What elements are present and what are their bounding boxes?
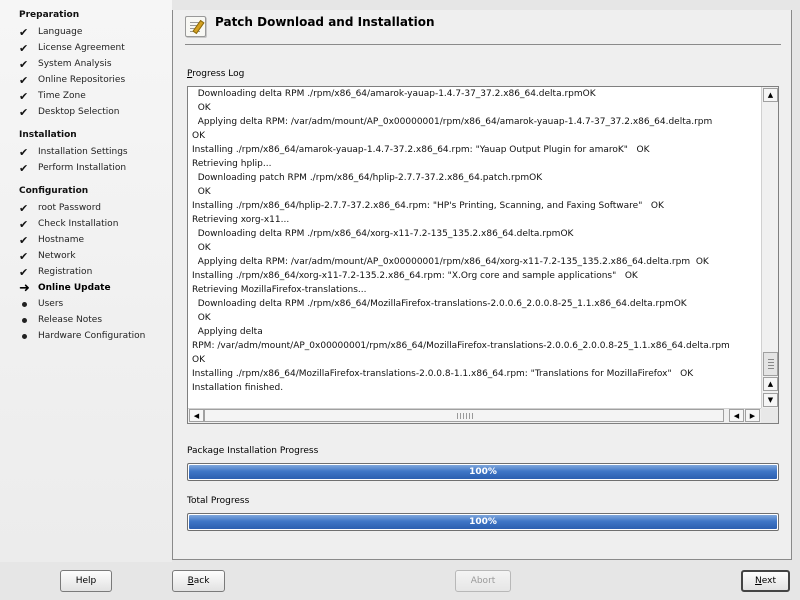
sidebar-section-title: Preparation (19, 10, 80, 20)
sidebar-step-system-analysis (19, 57, 112, 71)
horizontal-scroll-thumb[interactable] (204, 409, 724, 422)
checkmark-icon: ✔ (19, 89, 29, 103)
checkmark-icon: ✔ (19, 105, 29, 119)
sidebar-step-installation-settings (19, 145, 128, 159)
next-button[interactable]: N ext (741, 570, 790, 592)
checkmark-icon: ✔ (19, 161, 29, 175)
help-button[interactable]: Help (60, 570, 112, 592)
sidebar-step-label: Registration (38, 267, 93, 277)
current-step-arrow-icon: ➜ (19, 280, 30, 296)
sidebar-step-language (19, 25, 82, 39)
sidebar-step-label: Desktop Selection (38, 107, 120, 117)
sidebar-step-label: Online Update (38, 283, 111, 293)
scroll-left-arrow-icon[interactable]: ◀ (189, 409, 204, 422)
sidebar-step-users (19, 297, 63, 311)
sidebar-step-hardware-configuration (19, 329, 145, 343)
progress-log-textarea[interactable] (187, 86, 779, 424)
sidebar-step-label: Time Zone (38, 91, 86, 101)
title-divider (185, 44, 781, 45)
checkmark-icon: ✔ (19, 145, 29, 159)
wizard-steps-sidebar (0, 0, 172, 562)
sidebar-step-label: Hostname (38, 235, 85, 245)
progress-log-label: Progress Log (187, 69, 245, 79)
sidebar-section-title: Installation (19, 130, 77, 140)
sidebar-step-label: root Password (38, 203, 101, 213)
scroll-up-arrow-icon[interactable]: ▲ (763, 377, 778, 391)
checkmark-icon: ✔ (19, 25, 29, 39)
vertical-scroll-thumb[interactable] (763, 352, 778, 376)
back-button[interactable]: B ack (172, 570, 225, 592)
sidebar-step-label: Users (38, 299, 64, 309)
vertical-scrollbar[interactable] (761, 87, 778, 409)
sidebar-step-label: Network (38, 251, 76, 261)
sidebar-step-license-agreement (19, 41, 125, 55)
sidebar-step-label: System Analysis (38, 59, 112, 69)
scroll-down-arrow-icon[interactable]: ▼ (763, 393, 778, 407)
total-progress-text: 100% (469, 517, 497, 527)
total-progress-bar (187, 513, 779, 531)
checkmark-icon: ✔ (19, 233, 29, 247)
package-progress-text: 100% (469, 467, 497, 477)
bullet-icon (19, 318, 38, 323)
bullet-icon (19, 334, 38, 339)
sidebar-step-time-zone (19, 89, 86, 103)
sidebar-step-perform-installation (19, 161, 126, 175)
page-title: Patch Download and Installation (215, 15, 435, 29)
checkmark-icon: ✔ (19, 57, 29, 71)
sidebar-step-registration (19, 265, 92, 279)
sidebar-step-root-password (19, 201, 101, 215)
checkmark-icon: ✔ (19, 265, 29, 279)
sidebar-step-hostname (19, 233, 84, 247)
sidebar-step-label: Installation Settings (38, 147, 128, 157)
sidebar-step-check-installation (19, 217, 118, 231)
horizontal-scrollbar[interactable] (188, 408, 762, 423)
bullet-icon (19, 302, 38, 307)
checkmark-icon: ✔ (19, 217, 29, 231)
scroll-up-arrow-icon[interactable]: ▲ (763, 88, 778, 102)
checkmark-icon: ✔ (19, 201, 29, 215)
sidebar-step-label: Perform Installation (38, 163, 127, 173)
main-panel (172, 10, 792, 560)
sidebar-step-release-notes (19, 313, 102, 327)
total-progress-label: Total Progress (187, 496, 250, 506)
sidebar-step-label: Online Repositories (38, 75, 126, 85)
sidebar-section-title: Configuration (19, 186, 89, 196)
scroll-right-arrow-icon[interactable]: ▶ (745, 409, 760, 422)
checkmark-icon: ✔ (19, 41, 29, 55)
sidebar-step-label: License Agreement (38, 43, 125, 53)
sidebar-step-online-update (19, 281, 111, 295)
sidebar-step-label: Hardware Configuration (38, 331, 146, 341)
progress-log-text: Downloading delta RPM ./rpm/x86_64/amarok-yauap-1.4.7-37_37.2.x86_64.delta.rpmOK OK Applying delta RPM: /var/adm/mount/AP_0x00000001/rpm/x86_64/amarok-yauap-1.4.7-37_37.2.x86_64.delta.rpm OK Installing ./rpm/x86_64/amarok-yauap-1.4.7-37.2.x86_64.rpm: "Yauap Output Plugin for amaroK" OK Retrieving hplip... Downloading patch RPM ./rpm/x86_64/hplip-2.7.7-37.2.x86_64.patch.rpmOK OK Installing ./rpm/x86_64/hplip-2.7.7-37.2.x86_64.rpm: "HP's Printing, Scanning, and Faxing Software" OK Retrieving xorg-x11... Downloading delta RPM ./rpm/x86_64/xorg-x11-7.2-135_135.2.x86_64.delta.rpmOK OK Applying delta RPM: /var/adm/mount/AP_0x00000001/rpm/x86_64/xorg-x11-7.2-135_135.2.x86_64.delta.rpm OK Installing ./rpm/x86_64/xorg-x11-7.2-135.2.x86_64.rpm: "X.Org core and sample applications" OK Retrieving MozillaFirefox-translations... Downloading delta RPM ./rpm/x86_64/MozillaFirefox-translations-2.0.0.6_2.0.0.8-25_1.1.x86_64.delta.rpmOK OK Applying delta RPM: /var/adm/mount/AP_0x00000001/rpm/x86_64/MozillaFirefox-translations-2.0.0.6_2.0.0.8-25_1.1.x86_64.delta.rpm OK Installing ./rpm/x86_64/MozillaFirefox-translations-2.0.0.8-1.1.x86_64.rpm: "Translations for MozillaFirefox" OK Installation finished. (192, 89, 730, 393)
abort-button[interactable]: Abort (455, 570, 511, 592)
checkmark-icon: ✔ (19, 73, 29, 87)
package-installation-progress-bar (187, 463, 779, 481)
scroll-left-arrow-icon[interactable]: ◀ (729, 409, 744, 422)
sidebar-step-desktop-selection (19, 105, 119, 119)
sidebar-step-label: Release Notes (38, 315, 103, 325)
sidebar-step-label: Language (38, 27, 83, 37)
notepad-pencil-icon (185, 16, 206, 37)
sidebar-step-label: Check Installation (38, 219, 119, 229)
scroll-corner (761, 408, 778, 423)
sidebar-step-network (19, 249, 76, 263)
sidebar-step-online-repositories (19, 73, 125, 87)
checkmark-icon: ✔ (19, 249, 29, 263)
package-progress-label: Package Installation Progress (187, 446, 319, 456)
